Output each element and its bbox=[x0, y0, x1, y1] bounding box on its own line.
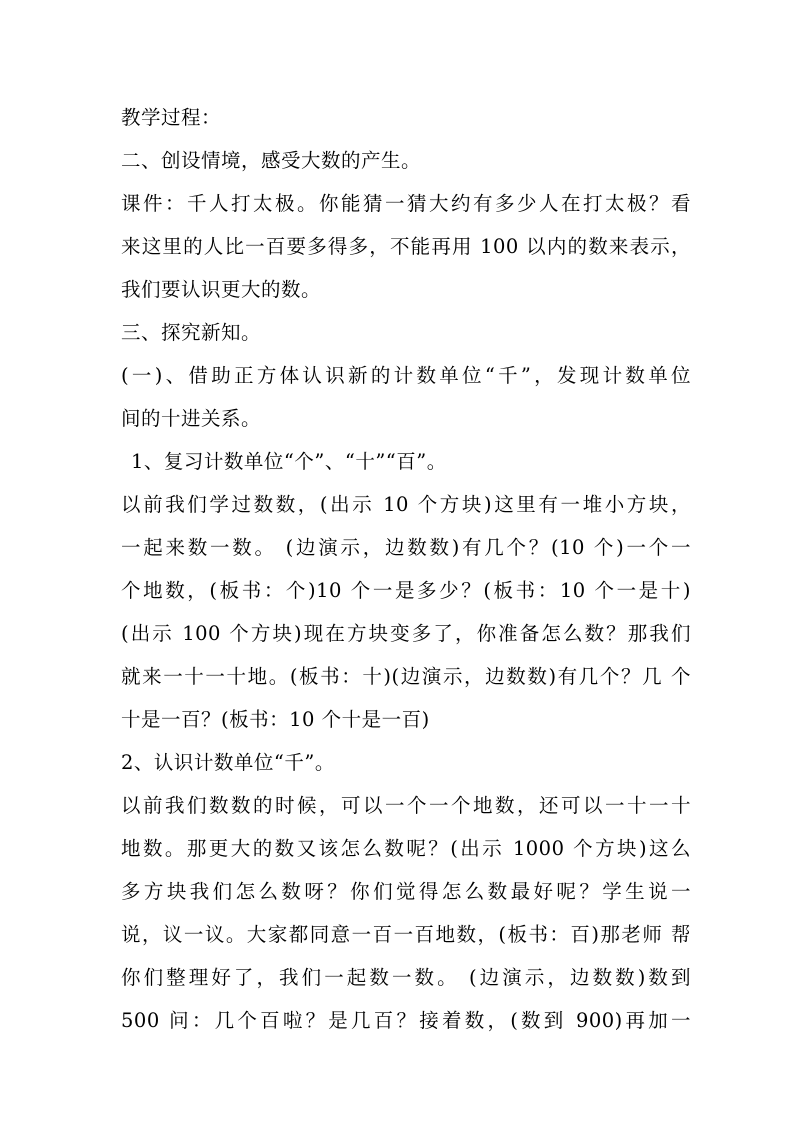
text-line: 来这里的人比一百要多得多，不能再用 100 以内的数来表示， bbox=[121, 235, 691, 258]
text-line-heading-process: 教学过程： bbox=[121, 106, 222, 129]
text-line: 你们整理好了，我们一起数一数。 (边演示，边数数)数到 bbox=[121, 966, 691, 989]
text-line-step-one: 1、复习计数单位“个”、“十”“百”。 bbox=[131, 450, 447, 473]
text-line-section-two: 二、创设情境，感受大数的产生。 bbox=[121, 149, 422, 172]
text-line: 以前我们数数的时候，可以一个一个地数，还可以一十一十 bbox=[121, 794, 691, 817]
text-line: 地数。那更大的数又该怎么数呢？(出示 1000 个方块)这么 bbox=[121, 837, 691, 860]
text-line: 500 问：几个百啦？是几百？接着数，(数到 900)再加一 bbox=[121, 1009, 691, 1032]
text-line: 间的十进关系。 bbox=[121, 407, 262, 430]
text-line: 多方块我们怎么数呀？你们觉得怎么数最好呢？学生说一 bbox=[121, 880, 691, 903]
text-line: 十是一百？(板书：10 个十是一百) bbox=[121, 708, 430, 731]
text-line-step-two: 2、认识计数单位“千”。 bbox=[121, 751, 335, 774]
text-line: 个地数，(板书：个)10 个一是多少？(板书：10 个一是十) bbox=[121, 579, 691, 602]
text-line: (出示 100 个方块)现在方块变多了，你准备怎么数？那我们 bbox=[121, 622, 691, 645]
text-line: 就来一十一十地。(板书：十)(边演示，边数数)有几个？几 个 bbox=[121, 665, 691, 688]
text-line: 说，议一议。大家都同意一百一百地数，(板书：百)那老师 帮 bbox=[121, 923, 691, 946]
text-line: 我们要认识更大的数。 bbox=[121, 278, 322, 301]
text-line: 以前我们学过数数，(出示 10 个方块)这里有一堆小方块， bbox=[121, 493, 691, 516]
text-line: 一起来数一数。 (边演示，边数数)有几个？(10 个)一个一 bbox=[121, 536, 691, 559]
text-line-section-three: 三、探究新知。 bbox=[121, 321, 262, 344]
text-line-subsection-one: (一)、借助正方体认识新的计数单位“千”，发现计数单位 bbox=[121, 364, 691, 387]
text-line: 课件：千人打太极。你能猜一猜大约有多少人在打太极？看 bbox=[121, 192, 691, 215]
